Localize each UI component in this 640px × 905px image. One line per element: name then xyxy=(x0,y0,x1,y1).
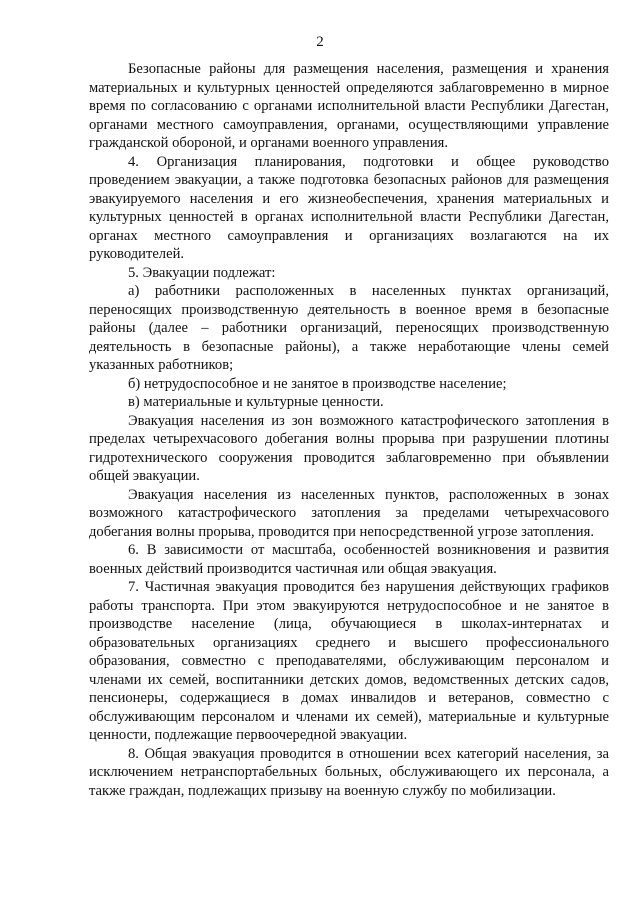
paragraph-subitem-v: в) материальные и культурные ценности. xyxy=(128,394,384,410)
paragraph-flood-general: Эвакуация населения из зон возможного катастрофического затопления в пределах четырехчасового добегания волны прорыва при разрушении плотины гидротехнического сооружения проводится заблаговременно при объявлении общей эвакуации. xyxy=(89,412,609,484)
paragraph-item-4: 4. Организация планирования, подготовки и общее руководство проведением эвакуации, а также подготовка безопасных районов для размещения эвакуируемого населения и его жизнеобеспечения, хранения материальных и культурных ценностей в органах исполнительной власти Республики Дагестан, органах местного самоуправления и организациях возлагаются на их руководителей. xyxy=(89,153,609,262)
document-body xyxy=(89,60,609,800)
paragraph-subitem-b: б) нетрудоспособное и не занятое в производстве население; xyxy=(128,375,507,392)
paragraph-safe-areas: Безопасные районы для размещения населения, размещения и хранения материальных и культурных ценностей определяются заблаговременно в мирное время по согласованию с органами исполнительной власти Республики Дагестан, органами местного самоуправления, органами, осуществляющими управление гражданской обороной, и органами военного управления. xyxy=(89,61,609,151)
paragraph-item-8: 8. Общая эвакуация проводится в отношении всех категорий населения, за исключением нетранспортабельных больных, обслуживающего их персонала, а также граждан, подлежащих призыву на военную службу по мобилизации. xyxy=(89,745,609,799)
paragraph-subitem-a: а) работники расположенных в населенных пунктах организаций, переносящих производственную деятельность в военное время в безопасные районы (далее – работники организаций, переносящих производственную деятельность в безопасные районы), а также неработающие члены семей указанных работников; xyxy=(89,283,609,373)
page-number: 2 xyxy=(316,34,324,50)
paragraph-item-6: 6. В зависимости от масштаба, особенностей возникновения и развития военных действий производится частичная или общая эвакуация. xyxy=(89,542,609,577)
paragraph-item-7: 7. Частичная эвакуация проводится без нарушения действующих графиков работы транспорта. При этом эвакуируются нетрудоспособное и не занятое в производстве население (лица, обучающиеся в школах-интернатах и образовательных организациях среднего и высшего профессионального образования, совместно с преподавателями, обслуживающим персоналом и членами их семей, воспитанники детских домов, ведомственных детских садов, пенсионеры, содержащиеся в домах инвалидов и ветеранов, совместно с обслуживающим персоналом и членами их семей), материальные и культурные ценности, подлежащие первоочередной эвакуации. xyxy=(89,579,609,743)
paragraph-flood-threat: Эвакуация населения из населенных пунктов, расположенных в зонах возможного катастрофического затопления за пределами четырехчасового добегания волны прорыва, проводится при непосредственной угрозе затопления. xyxy=(89,486,609,540)
paragraph-item-5: 5. Эвакуации подлежат: xyxy=(128,264,276,281)
